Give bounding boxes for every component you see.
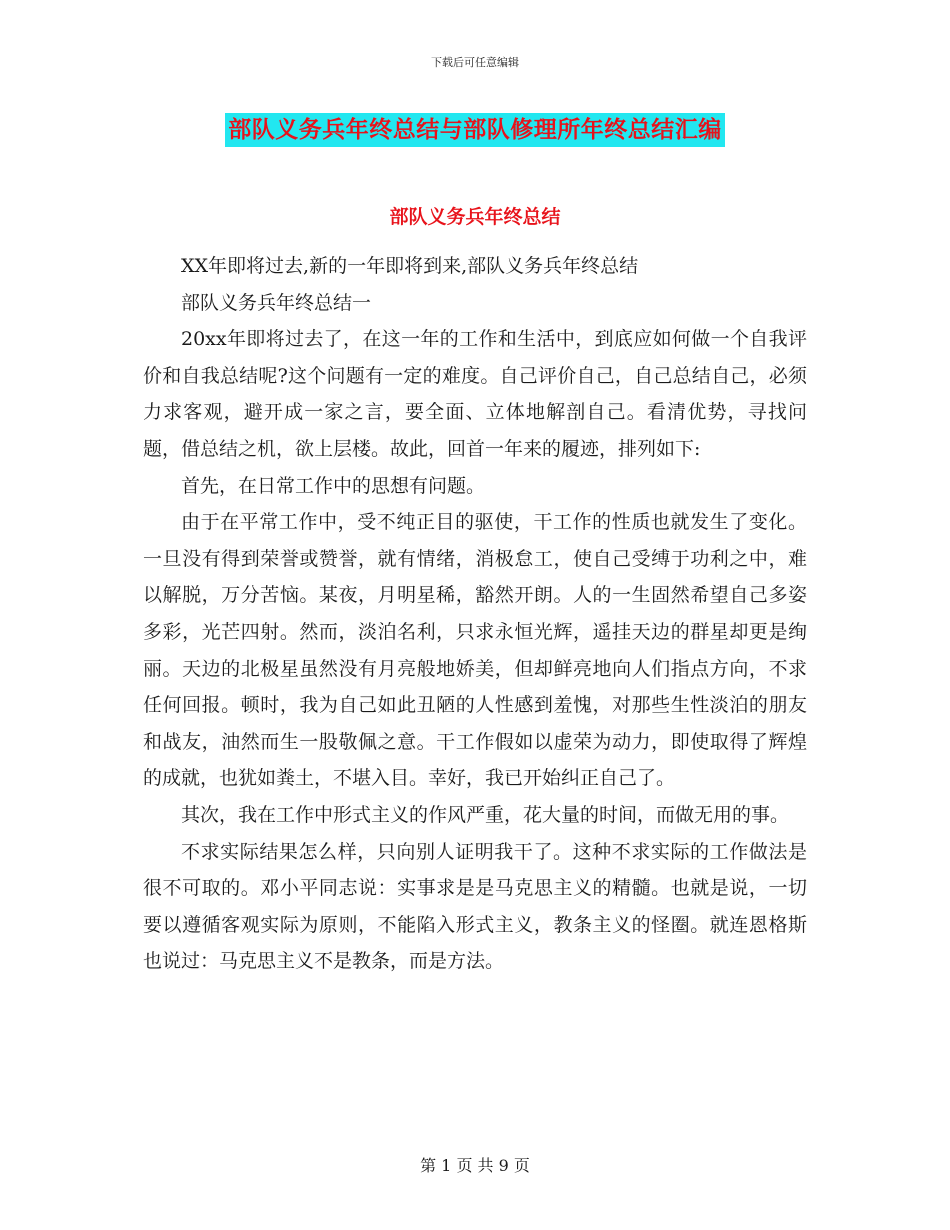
paragraph: 部队义务兵年终总结一 bbox=[181, 291, 372, 314]
document-body bbox=[143, 248, 807, 980]
page-header-note: 下载后可任意编辑 bbox=[431, 56, 519, 69]
paragraph: 不求实际结果怎么样，只向别人证明我干了。这种不求实际的工作做法是很不可取的。邓小平同志说：实事求是是马克思主义的精髓。也就是说，一切要以遵循客观实际为原则，不能陷入形式主义，教条主义的怪圈。就连恩格斯也说过：马克思主义不是教条，而是方法。 bbox=[143, 840, 807, 973]
paragraph: 由于在平常工作中，受不纯正目的驱使，干工作的性质也就发生了变化。一旦没有得到荣誉或赞誉，就有情绪，消极怠工，使自己受缚于功利之中，难以解脱，万分苦恼。某夜，月明星稀，豁然开朗。人的一生固然希望自己多姿多彩，光芒四射。然而，淡泊名利，只求永恒光辉，遥挂天边的群星却更是绚丽。天边的北极星虽然没有月亮般地娇美，但却鲜亮地向人们指点方向，不求任何回报。顿时，我为自己如此丑陋的人性感到羞愧，对那些生性淡泊的朋友和战友，油然而生一股敬佩之意。干工作假如以虚荣为动力，即使取得了辉煌的成就，也犹如粪土，不堪入目。幸好，我已开始纠正自己了。 bbox=[143, 511, 807, 790]
document-title bbox=[0, 113, 950, 147]
document-title-text: 部队义务兵年终总结与部队修理所年终总结汇编 bbox=[225, 113, 725, 147]
paragraph: 20xx年即将过去了，在这一年的工作和生活中，到底应如何做一个自我评价和自我总结呢?这个问题有一定的难度。自己评价自己，自己总结自己，必须力求客观，避开成一家之言，要全面、立体地解剖自己。看清优势，寻找问题，借总结之机，欲上层楼。故此，回首一年来的履迹，排列如下: bbox=[143, 328, 807, 460]
section-title: 部队义务兵年终总结 bbox=[389, 206, 561, 228]
paragraph: 首先，在日常工作中的思想有问题。 bbox=[181, 474, 486, 497]
paragraph: XX年即将过去,新的一年即将到来,部队义务兵年终总结 bbox=[181, 255, 639, 277]
page-footer-number: 第 1 页 共 9 页 bbox=[420, 1156, 530, 1175]
paragraph: 其次，我在工作中形式主义的作风严重，花大量的时间，而做无用的事。 bbox=[181, 803, 790, 826]
